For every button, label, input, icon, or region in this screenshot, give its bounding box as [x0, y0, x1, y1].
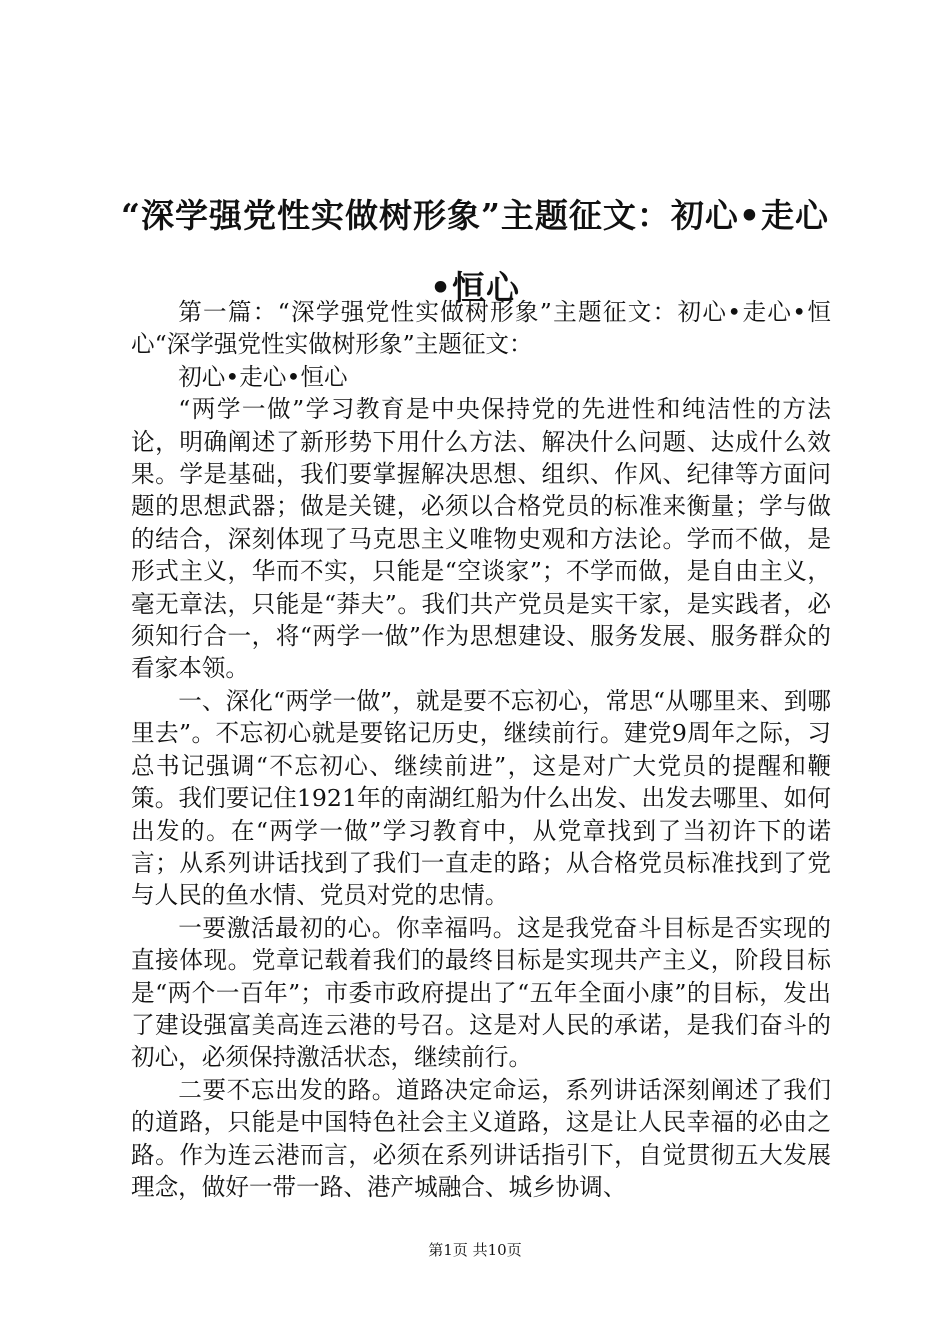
paragraph: 初心•走心•恒心 [178, 362, 348, 391]
paragraph: “两学一做”学习教育是中央保持党的先进性和纯洁性的方法论，明确阐述了新形势下用什么方法、解决什么问题、达成什么效果。学是基础，我们要掌握解决思想、组织、作风、纪律等方面问题的思想武器；做是关键，必须以合格党员的标准来衡量；学与做的结合，深刻体现了马克思主义唯物史观和方法论。学而不做，是形式主义，华而不实，只能是“空谈家”；不学而做，是自由主义，毫无章法，只能是“莽夫”。我们共产党员是实干家，是实践者，必须知行合一，将“两学一做”作为思想建设、服务发展、服务群众的看家本领。 [131, 395, 831, 683]
paragraph: 一要激活最初的心。你幸福吗。这是我党奋斗目标是否实现的直接体现。党章记载着我们的最终目标是实现共产主义，阶段目标是“两个一百年”；市委市政府提出了“五年全面小康”的目标，发出了建设强富美高连云港的号召。这是对人民的承诺，是我们奋斗的初心，必须保持激活状态，继续前行。 [131, 913, 831, 1072]
paragraph: 第一篇：“深学强党性实做树形象”主题征文：初心•走心•恒心“深学强党性实做树形象”主题征文： [131, 298, 831, 359]
document-title: “深学强党性实做树形象”主题征文：初心•走心•恒心 [120, 196, 830, 307]
document-body [131, 296, 831, 1203]
page-footer: 第1页 共10页 [428, 1241, 522, 1259]
paragraph: 二要不忘出发的路。道路决定命运，系列讲话深刻阐述了我们的道路，只能是中国特色社会主义道路，这是让人民幸福的必由之路。作为连云港而言，必须在系列讲话指引下，自觉贯彻五大发展理念，做好一带一路、港产城融合、城乡协调、 [131, 1075, 831, 1201]
paragraph: 一、深化“两学一做”，就是要不忘初心，常思“从哪里来、到哪里去”。不忘初心就是要铭记历史，继续前行。建党9周年之际，习总书记强调“不忘初心、继续前进”，这是对广大党员的提醒和鞭策。我们要记住1921年的南湖红船为什么出发、出发去哪里、如何出发的。在“两学一做”学习教育中，从党章找到了当初许下的诺言；从系列讲话找到了我们一直走的路；从合格党员标准找到了党与人民的鱼水情、党员对党的忠情。 [131, 686, 831, 910]
